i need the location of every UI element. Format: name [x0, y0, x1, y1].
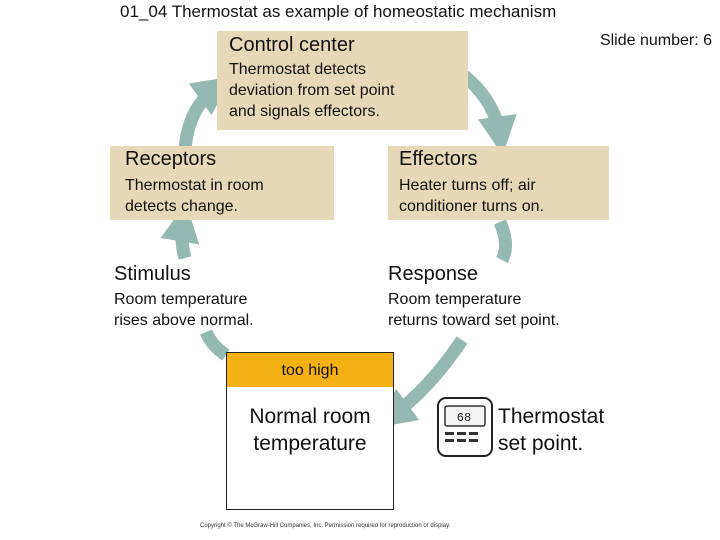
effectors-line: conditioner turns on. [399, 198, 544, 215]
control-center-heading: Control center [229, 34, 355, 56]
receptors-heading: Receptors [125, 148, 217, 170]
stimulus-line: rises above normal. [114, 312, 254, 329]
arrow-temperature-to-stimulus [206, 332, 226, 355]
receptors-box [110, 146, 334, 220]
receptors-line: Thermostat in room [125, 177, 264, 194]
page-title: 01_04 Thermostat as example of homeostatic mechanism [120, 2, 557, 21]
copyright-notice: Copyright © The McGraw-Hill Companies, Inc. Permission required for reproduction or display. [200, 523, 451, 529]
stimulus-heading: Stimulus [114, 263, 191, 285]
set-point-line: Thermostat [498, 405, 605, 428]
arrow-receptors-to-control [185, 88, 216, 150]
control-center-box [217, 31, 468, 130]
effectors-heading: Effectors [399, 148, 478, 170]
normal-temperature-label [227, 403, 393, 457]
effectors-box [388, 146, 609, 220]
effectors-text [399, 175, 544, 217]
thermostat-display: 68 [456, 411, 472, 425]
receptors-line: detects change. [125, 198, 238, 215]
control-center-text [229, 59, 394, 122]
too-high-band [227, 353, 393, 387]
slide-number: Slide number: 6 [599, 32, 712, 49]
response-line: Room temperature [388, 291, 522, 308]
response-heading: Response [388, 263, 479, 285]
arrow-effectors-to-response [500, 222, 506, 260]
arrow-stimulus-to-receptors [182, 222, 185, 258]
set-point-line: set point. [498, 432, 584, 455]
effectors-line: Heater turns off; air [399, 177, 536, 194]
receptors-text [125, 175, 264, 217]
too-high-label: too high [281, 362, 339, 379]
control-center-line: and signals effectors. [229, 103, 380, 120]
normal-temperature-line: temperature [253, 432, 367, 455]
room-temperature-box [226, 352, 394, 510]
normal-temperature-line: Normal room [249, 405, 371, 428]
control-center-line: deviation from set point [229, 82, 395, 99]
stimulus-line: Room temperature [114, 291, 248, 308]
thermostat-icon [436, 396, 494, 458]
thermostat-set-point-label [498, 403, 604, 457]
response-line: returns toward set point. [388, 312, 560, 329]
response-text [388, 289, 560, 331]
stimulus-text [114, 289, 254, 331]
control-center-line: Thermostat detects [229, 61, 366, 78]
